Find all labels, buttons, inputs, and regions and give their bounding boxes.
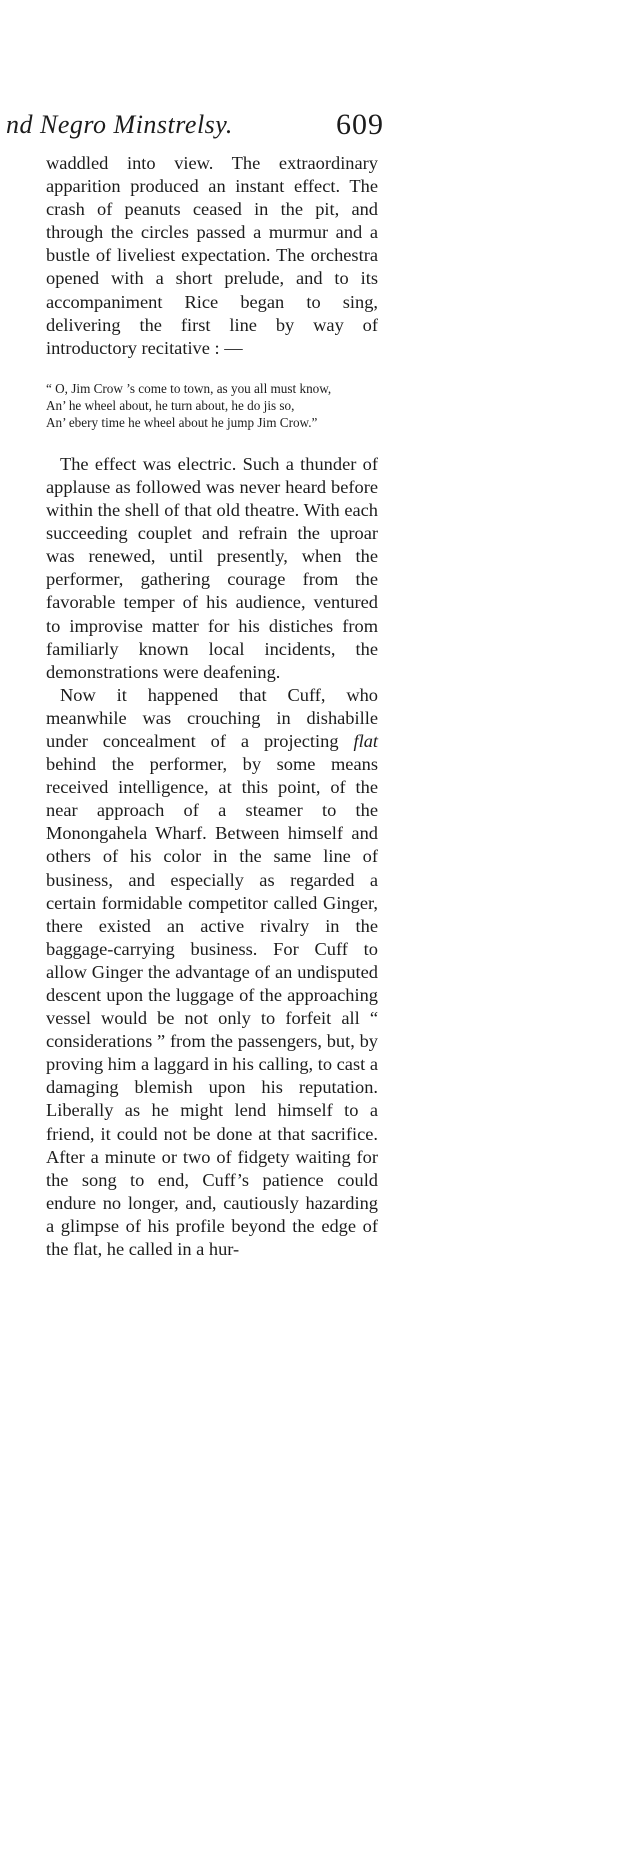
paragraph-continued: waddled into view. The extraordinary apparition produced an instant effect. The crash of peanuts ceased in the pit, and through the circles passed a murmur and a bustle of liveliest expectation. The orchestra opened with a short prelude, and to its accompaniment Rice began to sing, delivering the first line by way of introductory recitative : — — [46, 153, 378, 358]
verse-line-1: “ O, Jim Crow ’s come to town, as you all must know, — [46, 380, 332, 396]
paragraph-cuff-italic: flat — [353, 730, 378, 751]
paragraph-cuff-text-b: behind the performer, by some means received intelligence, at this point, of the near approach of a steamer to the Monongahela Wharf. Between himself and others of his color in the same line of business, and especially as regarded a certain formidable competitor called Ginger, there existed an active rivalry in the baggage-carrying business. For Cuff to allow Ginger the advantage of an undisputed descent upon the luggage of the approaching vessel would be not only to forfeit all “ considerations ” from the passengers, but, by proving him a laggard in his calling, to cast a damaging blemish upon his reputation. Liberally as he might lend himself to a friend, it could not be done at that sacrifice. After a minute or two of fidgety waiting for the song to end, Cuff’s patience could endure no longer, and, cautiously hazarding a glimpse of his profile beyond the edge of the flat, he called in a hur- — [46, 754, 378, 1260]
paragraph-cuff — [46, 684, 378, 1261]
verse-line-2: An’ he wheel about, he turn about, he do jis so, — [46, 397, 295, 413]
running-head: nd Negro Minstrelsy. — [6, 110, 233, 139]
paragraph-cuff-text-a: Now it happened that Cuff, who meanwhile was crouching in dishabille under concealment of a projecting — [46, 684, 378, 751]
page-number: 609 — [336, 108, 384, 141]
text-column — [46, 152, 378, 1261]
song-verse — [46, 380, 378, 431]
page-header — [0, 110, 631, 150]
paragraph-effect: The effect was electric. Such a thunder of applause as followed was never heard before within the shell of that old theatre. With each succeeding couplet and refrain the uproar was renewed, until presently, when the performer, gathering courage from the favorable temper of his audience, ventured to improvise matter for his distiches from familiarly known local incidents, the demonstrations were deafening. — [46, 453, 378, 682]
verse-line-3: An’ ebery time he wheel about he jump Jim Crow.” — [46, 414, 318, 430]
